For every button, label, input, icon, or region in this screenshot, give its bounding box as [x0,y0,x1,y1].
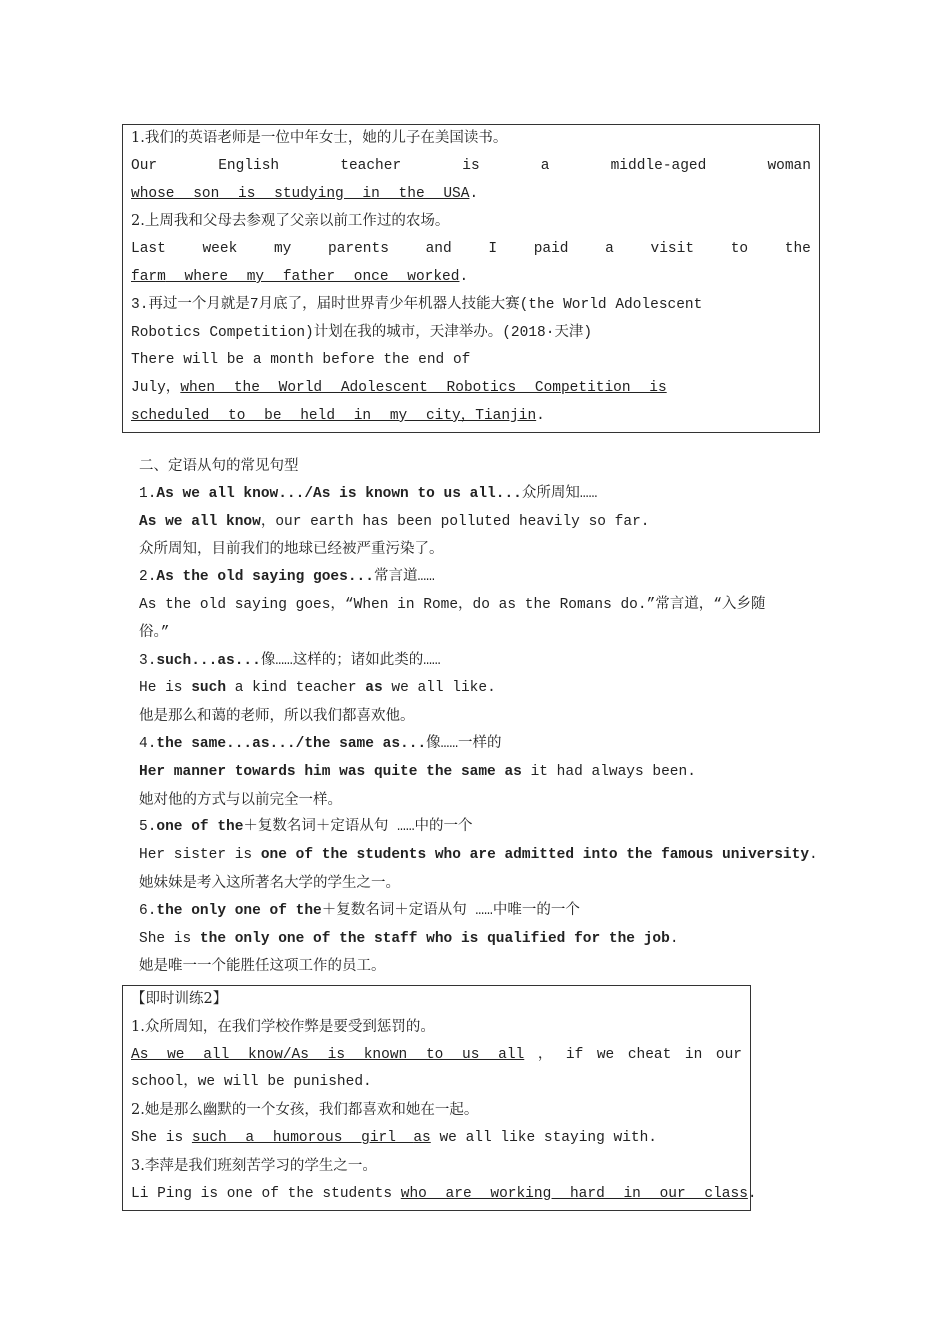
p1-word: we [596,1046,615,1063]
p1-word: our [715,1046,742,1063]
example-rest: it had always been. [521,763,696,780]
q1-word: English [218,157,280,174]
q1-word: is [462,157,480,174]
p1-chinese: 1.众所周知，在我们学校作弊是要受到惩罚的。 [131,1018,435,1035]
section-heading: 二、定语从句的常见句型 [139,458,299,474]
p3-end: . [747,1185,757,1202]
patterns-section [139,453,819,981]
example-part: a kind teacher [226,680,366,697]
pattern-meaning: 像……一样的 [426,735,502,752]
q3-answer-part-2: scheduled to be held in my city，Tianjin [131,407,537,424]
pattern-3-example [139,675,819,703]
p1-word: if [565,1046,584,1063]
q1-word: teacher [340,157,402,174]
q1-word: a [540,157,550,174]
pattern-1 [139,481,819,509]
pattern-2 [139,564,819,592]
q3-answer-part-1: when the World Adolescent Robotics Competition is [180,380,667,397]
exercise-box-2 [122,985,757,1211]
example-end: . [809,847,818,864]
q2-word: parents [328,241,389,258]
p3-prefix: Li Ping is one of the students [131,1185,401,1202]
p3-english-line [131,1181,757,1209]
p1-word: in [684,1046,703,1063]
q1-word: middle-aged [610,157,707,174]
q3-chinese-line-2: Robotics Competition)计划在我的城市，天津举办。(2018·天津) [131,324,593,341]
p2-chinese: 2.她是那么幽默的一个女孩，我们都喜欢和她在一起。 [131,1102,479,1119]
q2-word: and [425,241,452,258]
p2-english-line [131,1125,742,1153]
pattern-meaning: 常言道…… [373,569,435,586]
q2-end: . [459,268,469,285]
pattern-5 [139,814,819,842]
q1-word: Our [131,157,158,174]
pattern-num: 2. [139,569,157,586]
pattern-meaning: ＋复数名词＋定语从句 ……中的一个 [243,819,473,836]
p3-answer: who are working hard in our class [400,1185,748,1202]
q2-word: paid [533,241,569,258]
pattern-text: one of the [156,819,244,836]
pattern-1-example [139,509,819,537]
p2-answer-2: as [413,1129,431,1146]
pattern-text: the same...as.../the same as... [156,735,427,752]
q3-end: . [536,407,545,424]
pattern-text: the only one of the [156,902,322,919]
q2-chinese: 2.上周我和父母去参观了父亲以前工作过的农场。 [131,213,450,230]
pattern-num: 3. [139,652,157,669]
pattern-num: 4. [139,735,157,752]
pattern-3-translation: 他是那么和蔼的老师，所以我们都喜欢他。 [139,708,415,725]
q2-answer-line [131,264,811,292]
q2-english-line [131,236,811,264]
q3-english-line-2 [131,375,811,403]
q3-english-line-1: There will be a month before the end of [131,352,471,369]
q1-word: woman [767,157,811,174]
q2-word: to [730,241,749,258]
p2-rest: we all like staying with. [430,1129,658,1146]
q1-end: . [469,185,479,202]
q1-chinese: 1.我们的英语老师是一位中年女士，她的儿子在美国读书。 [131,130,508,146]
pattern-5-translation: 她妹妹是考入这所著名大学的学生之一。 [139,874,400,891]
pattern-2-example-line-2: 俗。” [139,624,170,641]
pattern-num: 5. [139,819,157,836]
q3-prefix: July， [131,380,181,397]
pattern-6-example [139,926,819,954]
exercise-box-1 [122,124,820,433]
q3-chinese-line-1: 3.再过一个月就是7月底了，届时世界青少年机器人技能大赛(the World Adolescent [131,296,703,313]
p1-english-line [131,1042,742,1070]
pattern-4-example [139,759,819,787]
example-rest: ，our earth has been polluted heavily so far. [260,513,650,530]
example-bold: one of the students who are admitted into the famous university [260,847,810,864]
q2-prefix: farm [131,268,166,285]
q2-word: Last [131,241,166,258]
pattern-2-example-line-1: As the old saying goes，“When in Rome，do as the Romans do.”常言道，“入乡随 [139,596,766,613]
pattern-text: As the old saying goes... [156,569,374,586]
q2-word: I [488,241,498,258]
pattern-meaning: 像……这样的；诸如此类的…… [260,652,441,669]
q2-word: week [202,241,238,258]
practice-title: 【即时训练2】 [131,991,228,1007]
q2-word: a [605,241,614,258]
example-bold: As we all know [139,513,261,530]
p1-answer: As we all know/As is known to us all [131,1046,525,1063]
example-part: He is [139,680,192,697]
example-bold: such [191,680,227,697]
q1-answer-line [131,181,811,209]
example-part: She is [139,930,200,947]
q3-answer-line [131,403,811,431]
pattern-text: such...as... [156,652,261,669]
pattern-meaning: 众所周知…… [521,485,598,502]
pattern-meaning: ＋复数名词＋定语从句 ……中唯一的一个 [321,902,580,919]
pattern-6 [139,898,819,926]
example-bold: the only one of the staff who is qualified for the job [199,930,670,947]
pattern-5-example [139,842,819,870]
example-bold: Her manner towards him was quite the same as [139,763,522,780]
p2-answer-gap [396,1130,413,1146]
pattern-3 [139,648,819,676]
q2-word: visit [650,241,695,258]
p1-word: cheat [627,1046,672,1063]
p1-word: ， [537,1046,553,1063]
example-part: we all like. [382,680,496,697]
pattern-1-translation: 众所周知，目前我们的地球已经被严重污染了。 [139,541,444,558]
p3-chinese: 3.李萍是我们班刻苦学习的学生之一。 [131,1157,377,1174]
p2-prefix: She is [131,1129,192,1146]
q1-answer: whose son is studying in the USA [131,185,470,202]
example-part: Her sister is [139,847,261,864]
pattern-num: 6. [139,902,157,919]
q1-english-line [131,153,811,181]
pattern-4 [139,731,819,759]
p1-english-line-2: school，we will be punished. [131,1074,372,1091]
pattern-text: As we all know.../As is known to us all... [156,485,522,502]
pattern-6-translation: 她是唯一一个能胜任这项工作的员工。 [139,958,386,975]
pattern-num: 1. [139,485,157,502]
q2-word: my [273,241,292,258]
example-bold: as [365,680,383,697]
example-end: . [669,930,679,947]
pattern-4-translation: 她对他的方式与以前完全一样。 [139,791,342,808]
p2-answer-1: such a humorous girl [191,1129,396,1146]
q2-answer: where my father once worked [165,268,460,285]
q2-word: the [784,241,811,258]
